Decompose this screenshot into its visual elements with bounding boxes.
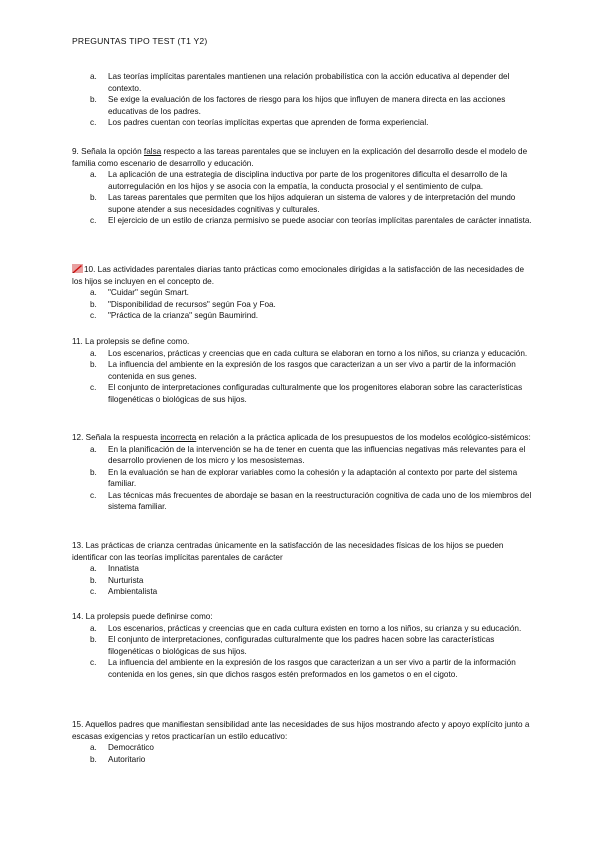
question-9 — [72, 146, 534, 227]
question-stem: 15. Aquellos padres que manifiestan sensibilidad ante las necesidades de sus hijos mostrando afecto y apoyo explícito junto a escasas exigencias y retos practicarían un estilo educativo: — [72, 720, 530, 741]
question-8 — [72, 71, 534, 129]
question-stem: 12. Señala la respuesta incorrecta en relación a la práctica aplicada de los presupuestos de los modelos ecológico-sistémicos: — [72, 433, 531, 442]
option-text: En la evaluación se han de explorar variables como la cohesión y la adaptación al contexto por parte del sistema familiar. — [108, 467, 518, 488]
options-list — [72, 169, 534, 227]
option-text: Ambientalista — [108, 587, 158, 596]
option-a: a. Los escenarios, prácticas y creencias que en cada cultura existen en torno a los niños, su crianza y su educación. — [90, 623, 522, 633]
option-text: Se exige la evaluación de los factores de riesgo para los hijos que influyen de manera directa en las acciones educativas de los padres. — [108, 95, 506, 116]
option-b: b. "Disponibilidad de recursos" según Foa y Foa. — [90, 299, 276, 309]
option-a: a. La aplicación de una estrategia de disciplina inductiva por parte de los progenitores dificulta el desarrollo de la autorregulación en los hijos y se asocia con la empatía, la conducta prosocial y el sentimiento de culpa. — [90, 170, 508, 191]
options-list — [72, 348, 534, 406]
option-b: b. La influencia del ambiente en la expresión de los rasgos que caracterizan a un ser vivo a partir de la información contenida en sus genes. — [90, 360, 516, 381]
options-list — [72, 742, 534, 765]
question-stem: 11. La prolepsis se define como. — [72, 337, 190, 346]
option-a: a. Los escenarios, prácticas y creencias que en cada cultura se elaboran en torno a los niños, su crianza y educación. — [90, 348, 528, 358]
option-c: c. Las técnicas más frecuentes de abordaje se basan en la reestructuración cognitiva de cada uno de los miembros del sistema familiar. — [90, 490, 532, 511]
option-a: a. Democrático — [90, 743, 154, 752]
option-text: Innatista — [108, 564, 139, 573]
option-text: Los padres cuentan con teorías implícitas expertas que aprenden de forma experiencial. — [108, 118, 429, 127]
option-b: b. Se exige la evaluación de los factores de riesgo para los hijos que influyen de manera directa en las acciones educativas de los padres. — [90, 95, 506, 116]
underlined-keyword: falsa — [143, 147, 162, 156]
option-text: Autoritario — [108, 754, 146, 764]
options-list — [72, 623, 534, 681]
option-c: c. El conjunto de interpretaciones configuradas culturalmente que los progenitores elaboran sobre las características filogenéticas o biológicas de sus hijos. — [90, 383, 523, 404]
question-stem: 10. Las actividades parentales diarias tanto prácticas como emocionales dirigidas a la satisfacción de las necesidades de los hijos se incluyen en el concepto de. — [72, 265, 525, 286]
option-b: b. Las tareas parentales que permiten que los hijos adquieran un sistema de valores y de interpretación del mundo supone atender a sus necesidades cognitivas y culturales. — [90, 193, 516, 214]
option-a: a. "Cuidar" según Smart. — [90, 288, 189, 297]
question-15 — [72, 719, 534, 765]
option-b: b. Nurturista — [90, 575, 144, 585]
option-text: Las tareas parentales que permiten que los hijos adquieran un sistema de valores y de interpretación del mundo supone atender a sus necesidades cognitivas y culturales. — [108, 193, 516, 214]
option-a: a. En la planificación de la intervención se ha de tener en cuenta que las influencias negativas más relevantes para el desarrollo provienen de los micro y los mesosistemas. — [90, 444, 526, 465]
option-text: La influencia del ambiente en la expresión de los rasgos que caracterizan a un ser vivo a partir de la información contenida en los genes, sin que dichos rasgos estén preformados en los gametos o en el cigoto. — [108, 658, 516, 679]
option-c: c. La influencia del ambiente en la expresión de los rasgos que caracterizan a un ser vivo a partir de la información contenida en los genes, sin que dichos rasgos estén preformados en los gametos o en el cigoto. — [90, 658, 516, 679]
question-10 — [72, 264, 534, 322]
option-text: "Disponibilidad de recursos" según Foa y Foa. — [108, 299, 276, 309]
option-c: c. Ambientalista — [90, 587, 158, 596]
option-text: La influencia del ambiente en la expresión de los rasgos que caracterizan a un ser vivo a partir de la información contenida en sus genes. — [108, 360, 516, 381]
underlined-keyword: incorrecta — [160, 433, 197, 442]
option-text: Democrático — [108, 743, 154, 752]
option-text: "Práctica de la crianza" según Baumirind. — [108, 311, 259, 320]
option-text: El conjunto de interpretaciones configuradas culturalmente que los progenitores elaboran sobre las características filogenéticas o biológicas de sus hijos. — [108, 383, 523, 404]
question-stem: 9. Señala la opción falsa respecto a las tareas parentales que se incluyen en la explicación del desarrollo desde el modelo de familia como escenario de desarrollo y educación. — [72, 147, 528, 168]
option-text: En la planificación de la intervención se ha de tener en cuenta que las influencias negativas más relevantes para el desarrollo provienen de los micro y los mesosistemas. — [108, 444, 526, 465]
page-header: PREGUNTAS TIPO TEST (T1 Y2) — [72, 36, 208, 46]
option-b: b. Autoritario — [90, 754, 146, 764]
annotation-pencil-icon — [72, 264, 83, 273]
question-13 — [72, 540, 534, 598]
option-text: Las teorías implícitas parentales mantienen una relación probabilística con la acción educativa al depender del contexto. — [108, 72, 510, 93]
question-11 — [72, 336, 534, 405]
option-text: Los escenarios, prácticas y creencias que en cada cultura se elaboran en torno a los niños, su crianza y educación. — [108, 348, 528, 358]
question-stem: 14. La prolepsis puede definirse como: — [72, 612, 213, 621]
option-a: a. Innatista — [90, 564, 139, 573]
option-text: Los escenarios, prácticas y creencias que en cada cultura existen en torno a los niños, su crianza y su educación. — [108, 623, 522, 633]
options-list — [72, 287, 534, 322]
option-text: Las técnicas más frecuentes de abordaje se basan en la reestructuración cognitiva de cada uno de los miembros del sistema familiar. — [108, 490, 532, 511]
option-text: "Cuidar" según Smart. — [108, 288, 189, 297]
option-text: La aplicación de una estrategia de disciplina inductiva por parte de los progenitores dificulta el desarrollo de la autorregulación en los hijos y se asocia con la empatía, la conducta prosocial y el sentimiento de culpa. — [108, 170, 508, 191]
option-b: b. El conjunto de interpretaciones, configuradas culturalmente que los padres hacen sobre las características filogenéticas o biológicas de sus hijos. — [90, 635, 495, 656]
option-c: c. "Práctica de la crianza" según Baumirind. — [90, 311, 259, 320]
question-14 — [72, 611, 534, 680]
option-text: Nurturista — [108, 575, 144, 585]
option-c: c. Los padres cuentan con teorías implícitas expertas que aprenden de forma experiencial. — [90, 118, 429, 127]
options-list — [72, 444, 534, 513]
option-text: El conjunto de interpretaciones, configuradas culturalmente que los padres hacen sobre las características filogenéticas o biológicas de sus hijos. — [108, 635, 495, 656]
option-c: c. El ejercicio de un estilo de crianza permisivo se puede asociar con teorías implícitas parentales de carácter innatista. — [90, 216, 532, 225]
question-12 — [72, 432, 534, 513]
option-b: b. En la evaluación se han de explorar variables como la cohesión y la adaptación al contexto por parte del sistema familiar. — [90, 467, 518, 488]
option-text: El ejercicio de un estilo de crianza permisivo se puede asociar con teorías implícitas parentales de carácter innatista. — [108, 216, 532, 225]
options-list — [72, 71, 534, 129]
options-list — [72, 563, 534, 598]
option-a: a. Las teorías implícitas parentales mantienen una relación probabilística con la acción educativa al depender del contexto. — [90, 72, 510, 93]
question-stem: 13. Las prácticas de crianza centradas únicamente en la satisfacción de las necesidades físicas de los hijos se pueden identificar con las teorías implícitas parentales de carácter — [72, 541, 504, 562]
